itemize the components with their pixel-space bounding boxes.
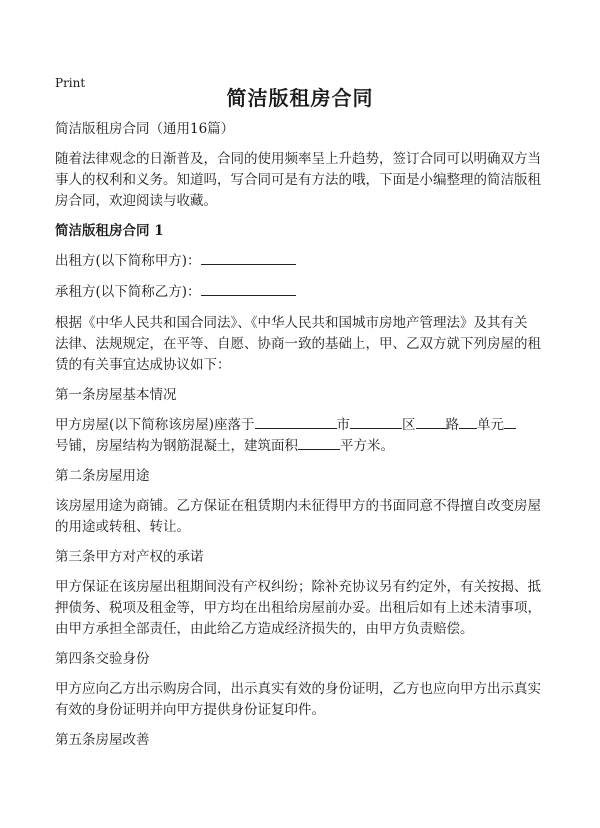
text-line: 甲方应向乙方出示购房合同，出示真实有效的身份证明，乙方也应向甲方出示真实 bbox=[55, 681, 541, 697]
text-segment: 号铺，房屋结构为钢筋混凝土，建筑面积 bbox=[55, 438, 298, 454]
lessor-label: 出租方(以下简称甲方)： bbox=[55, 253, 201, 269]
section-heading: 简洁版租房合同 1 bbox=[55, 223, 164, 239]
road-blank bbox=[416, 415, 446, 429]
article-1-title: 第一条房屋基本情况 bbox=[55, 387, 177, 403]
document-body bbox=[55, 119, 555, 760]
number-blank bbox=[504, 415, 516, 429]
article-4-paragraph bbox=[55, 679, 555, 721]
text-line: 该房屋用途为商铺。乙方保证在租赁期内未征得甲方的书面同意不得擅自改变房屋 bbox=[55, 498, 541, 514]
text-segment: 路 bbox=[445, 417, 460, 433]
preamble-paragraph bbox=[55, 313, 555, 376]
lessor-blank bbox=[201, 251, 296, 265]
article-4-title: 第四条交验身份 bbox=[55, 651, 150, 667]
unit-blank bbox=[459, 415, 477, 429]
article-2-paragraph bbox=[55, 496, 555, 538]
subtitle: 简洁版租房合同（通用16篇） bbox=[55, 121, 235, 137]
lessee-label: 承租方(以下简称乙方)： bbox=[55, 284, 201, 300]
text-line: 押债务、税项及租金等，甲方均在出租给房屋前办妥。出租后如有上述未清事项， bbox=[55, 600, 541, 616]
text-line: 房合同，欢迎阅读与收藏。 bbox=[55, 193, 217, 209]
text-line bbox=[55, 436, 555, 457]
text-line: 由甲方承担全部责任，由此给乙方造成经济损失的，由甲方负责赔偿。 bbox=[55, 621, 474, 637]
text-line: 事人的权利和义务。知道吗，写合同可是有方法的哦，下面是小编整理的简洁版租 bbox=[55, 172, 541, 188]
text-line bbox=[55, 415, 555, 436]
text-segment: 单元 bbox=[477, 417, 505, 433]
article-3-paragraph bbox=[55, 577, 555, 640]
article-2-title: 第二条房屋用途 bbox=[55, 468, 150, 484]
text-line: 甲方保证在该房屋出租期间没有产权纠纷；除补充协议另有约定外，有关按揭、抵 bbox=[55, 579, 541, 595]
lessee-blank bbox=[201, 282, 296, 296]
text-line: 的用途或转租、转让。 bbox=[55, 519, 190, 535]
text-segment: 平方米。 bbox=[340, 438, 394, 454]
text-line: 法律、法规规定，在平等、自愿、协商一致的基础上，甲、乙双方就下列房屋的租 bbox=[55, 336, 541, 352]
text-segment: 区 bbox=[402, 417, 416, 433]
area-blank bbox=[298, 436, 340, 450]
text-line: 随着法律观念的日渐普及，合同的使用频率呈上升趋势，签订合同可以明确双方当 bbox=[55, 151, 541, 167]
lessor-line bbox=[55, 251, 555, 272]
district-blank bbox=[350, 415, 402, 429]
lessee-line bbox=[55, 282, 555, 303]
text-line: 根据《中华人民共和国合同法》、《中华人民共和国城市房地产管理法》及其有关 bbox=[55, 315, 528, 331]
print-link[interactable]: Print bbox=[55, 76, 86, 90]
intro-paragraph bbox=[55, 149, 555, 212]
city-blank bbox=[255, 415, 337, 429]
article-1-paragraph bbox=[55, 415, 555, 457]
text-line: 有效的身份证明并向甲方提供身份证复印件。 bbox=[55, 702, 325, 718]
text-line: 赁的有关事宜达成协议如下： bbox=[55, 357, 231, 373]
text-segment: 甲方房屋(以下简称该房屋)座落于 bbox=[55, 417, 255, 433]
text-segment: 市 bbox=[336, 417, 351, 433]
document-title: 简洁版租房合同 bbox=[226, 86, 374, 110]
article-5-title: 第五条房屋改善 bbox=[55, 732, 150, 748]
article-3-title: 第三条甲方对产权的承诺 bbox=[55, 549, 204, 565]
